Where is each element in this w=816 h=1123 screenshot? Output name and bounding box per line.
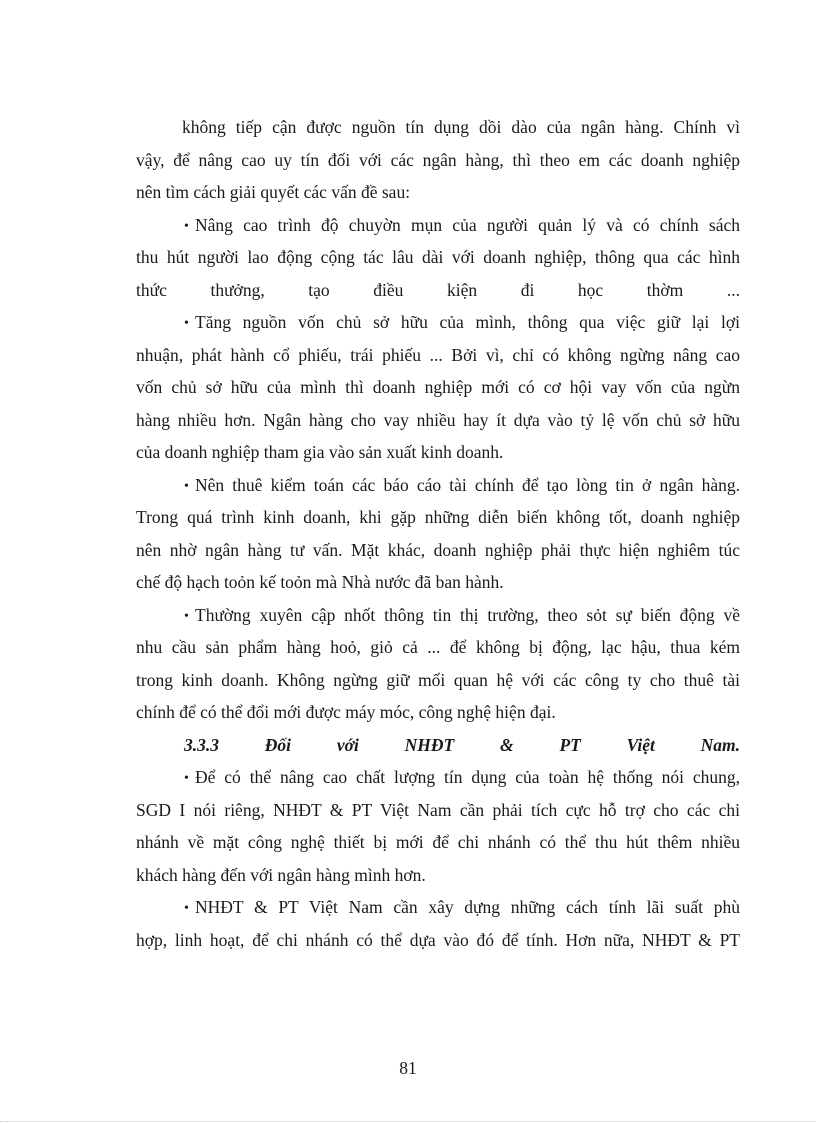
text-line: trong kinh doanh. Không ngừng giữ mối quan hệ với các công ty cho thuê tài (136, 669, 740, 690)
document-body (136, 111, 740, 956)
text-line: thức thưởng, tạo điều kiện đi học thờm ... (136, 279, 740, 300)
text-line: hàng nhiều hơn. Ngân hàng cho vay nhiều hay ít dựa vào tỷ lệ vốn chủ sở hữu (136, 409, 740, 430)
text-line: khách hàng đến với ngân hàng mình hơn. (136, 864, 426, 885)
bullet-icon: • (184, 218, 189, 234)
text-line: nên nhờ ngân hàng tư vấn. Mặt khác, doanh nghiệp phải thực hiện nghiêm túc (136, 539, 740, 560)
text-line: hợp, linh hoạt, để chi nhánh có thể dựa vào đó để tính. Hơn nữa, NHĐT & PT (136, 929, 740, 950)
bullet-paragraph-audit (136, 469, 740, 599)
text-segment: Thường xuyên cập nhốt thông tin thị trường, theo sỏt sự biến động về (195, 604, 740, 625)
text-line (136, 209, 740, 242)
text-line (136, 469, 740, 502)
text-segment: Tăng nguồn vốn chủ sở hữu của mình, thông qua việc giữ lại lợi (195, 312, 740, 332)
text-line: Trong quá trình kinh doanh, khi gặp những diễn biến không tốt, doanh nghiệp (136, 507, 740, 527)
text-segment: NHĐT & PT Việt Nam cần xây dựng những cách tính lãi suất phù (195, 897, 740, 917)
section-heading: 3.3.3 Đối với NHĐT & PT Việt Nam. (184, 734, 740, 755)
bullet-icon: • (184, 478, 189, 494)
text-line: nhánh về mặt công nghệ thiết bị mới để chi nhánh có thể thu hút thêm nhiều (136, 832, 740, 852)
text-line: của doanh nghiệp tham gia vào sản xuất kinh doanh. (136, 442, 504, 462)
text-line (136, 306, 740, 339)
bullet-icon: • (184, 608, 189, 624)
text-segment: Để có thể nâng cao chất lượng tín dụng của toàn hệ thống nói chung, (195, 767, 740, 787)
text-line: nên tìm cách giải quyết các vấn đề sau: (136, 182, 411, 202)
text-line (136, 599, 740, 632)
page-number: 81 (399, 1058, 417, 1078)
text-line: nhuận, phát hành cổ phiếu, trái phiếu ... Bởi vì, chỉ có không ngừng nâng cao (136, 344, 740, 365)
text-line: SGD I nói riêng, NHĐT & PT Việt Nam cần phải tích cực hỗ trợ cho các chi (136, 799, 740, 820)
text-line (136, 891, 740, 924)
text-line: chế độ hạch toỏn kế toỏn mà Nhà nước đã ban hành. (136, 572, 504, 592)
text-line: thu hút người lao động cộng tác lâu dài với doanh nghiệp, thông qua các hình (136, 247, 740, 267)
bullet-icon: • (184, 316, 189, 331)
bullet-icon: • (184, 901, 189, 916)
text-line: không tiếp cận được nguồn tín dụng dồi dào của ngân hàng. Chính vì (182, 117, 740, 137)
text-line (136, 761, 740, 794)
text-segment: Nên thuê kiểm toán các báo cáo tài chính để tạo lòng tin ở ngân hàng. (195, 474, 740, 495)
text-line: nhu cầu sản phẩm hàng hoỏ, giỏ cả ... để không bị động, lạc hậu, thua kém (136, 637, 740, 657)
bullet-paragraph-technology (136, 761, 740, 891)
bullet-paragraph-training (136, 209, 740, 307)
bullet-paragraph-equity (136, 306, 740, 469)
text-segment: Nâng cao trình độ chuyờn mụn của người quản lý và có chính sách (195, 214, 740, 235)
bullet-paragraph-interest-rate (136, 891, 740, 956)
bullet-icon: • (184, 771, 189, 786)
page-bottom-divider (0, 1121, 816, 1122)
text-line: vậy, để nâng cao uy tín đối với các ngân hàng, thì theo em các doanh nghiệp (136, 149, 740, 170)
paragraph-intro (136, 111, 740, 209)
bullet-paragraph-market (136, 599, 740, 729)
text-line: chính để có thể đổi mới được máy móc, công nghệ hiện đại. (136, 702, 556, 722)
text-line: vốn chủ sở hữu của mình thì doanh nghiệp mới có cơ hội vay vốn của ngừn (136, 377, 740, 397)
